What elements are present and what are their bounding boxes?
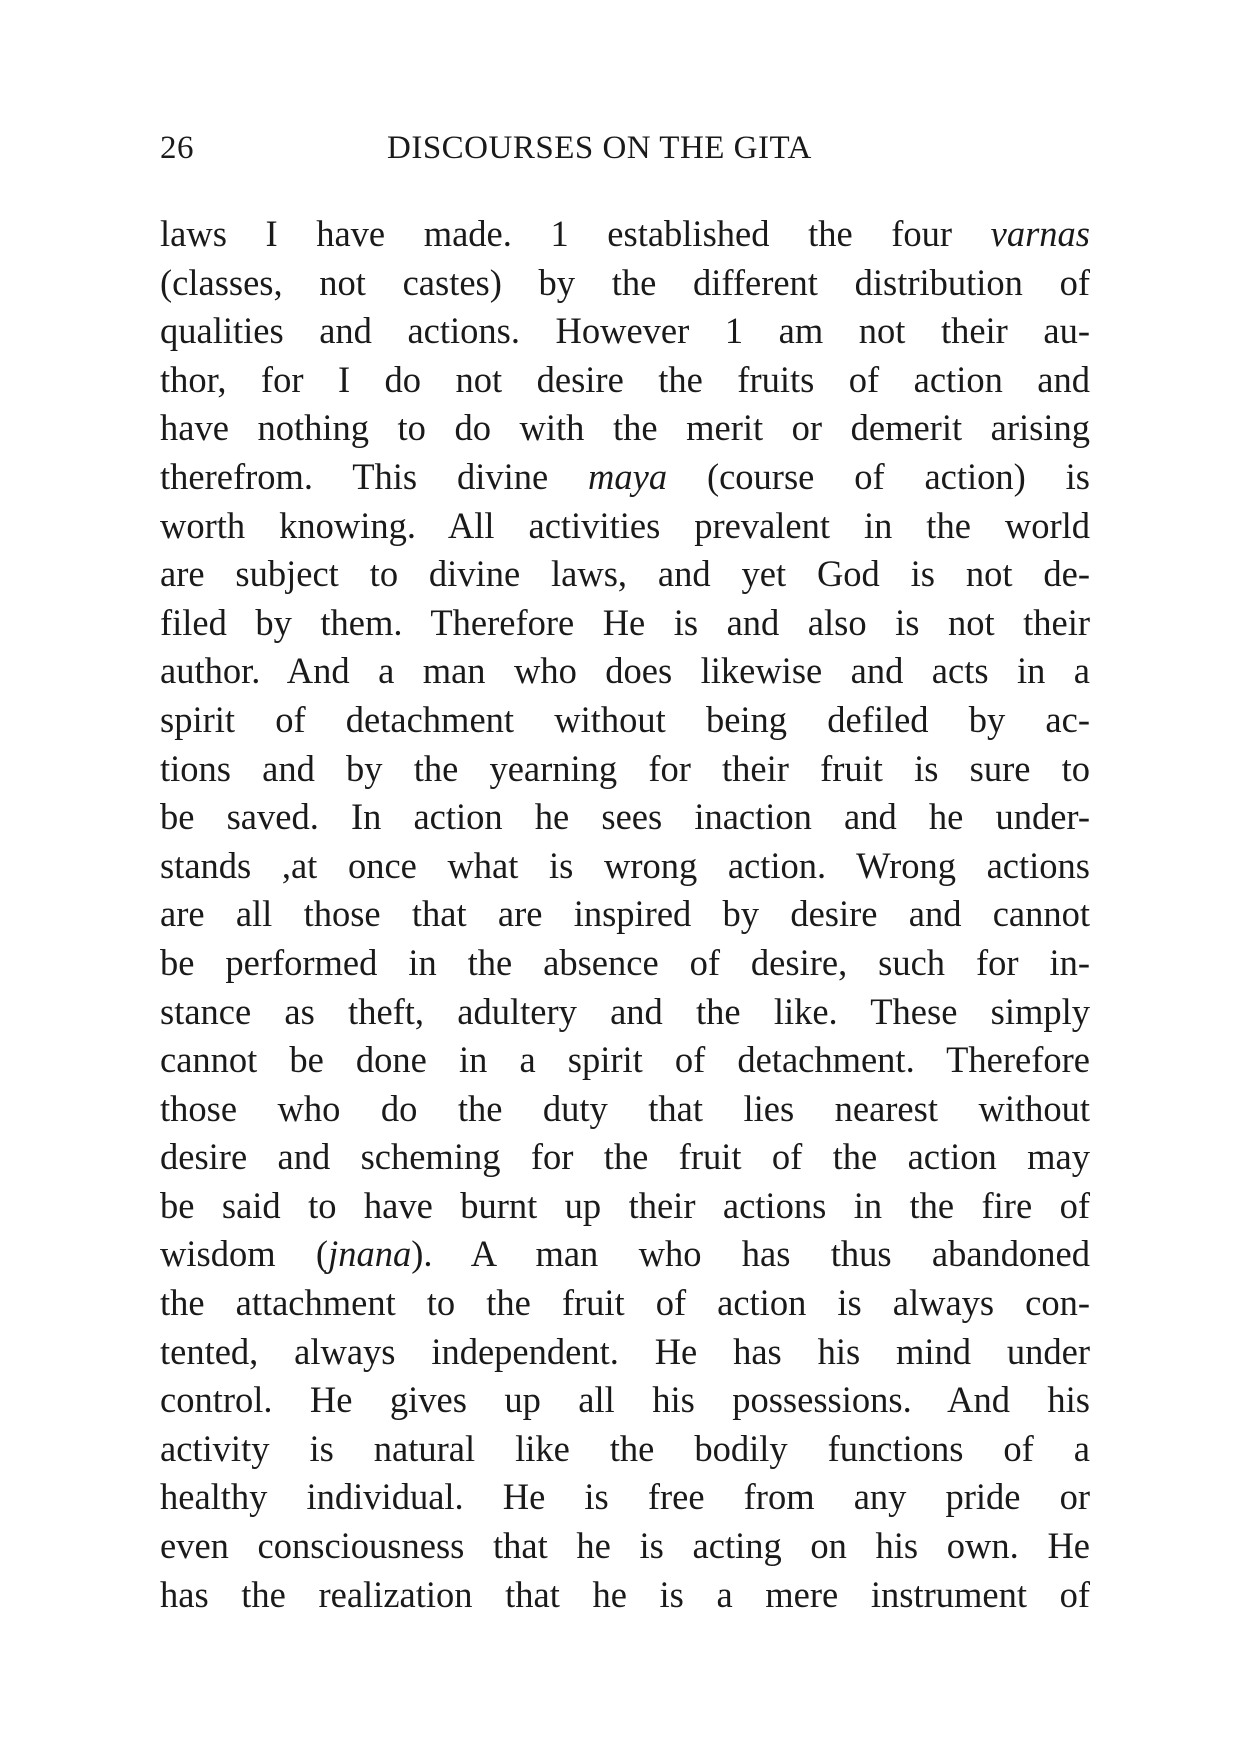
text-line-24: tented, always independent. He has his mind under [160, 1330, 1090, 1372]
text-line-26: activity is natural like the bodily functions of a [160, 1427, 1090, 1469]
body-text [160, 210, 1090, 1619]
text-line-2: (classes, not castes) by the different distribution of [160, 261, 1090, 303]
text-line-22: wisdom (jnana). A man who has thus abandoned [160, 1233, 1090, 1275]
text-line-12: tions and by the yearning for their fruit is sure to [160, 747, 1090, 789]
text-line-21: be said to have burnt up their actions in the fire of [160, 1184, 1090, 1226]
text-line-23: the attachment to the fruit of action is always con- [160, 1282, 1090, 1324]
text-line-11: spirit of detachment without being defiled by ac- [160, 698, 1090, 740]
text-line-20: desire and scheming for the fruit of the action may [160, 1136, 1090, 1178]
running-head [160, 130, 1090, 180]
text-line-10: author. And a man who does likewise and acts in a [160, 650, 1090, 692]
text-line-18: cannot be done in a spirit of detachment. Therefore [160, 1039, 1090, 1081]
text-line-17: stance as theft, adultery and the like. These simply [160, 990, 1090, 1032]
text-line-8: are subject to divine laws, and yet God is not de- [160, 553, 1090, 595]
page-number: 26 [160, 130, 194, 166]
text-line-13: be saved. In action he sees inaction and he under- [160, 796, 1090, 838]
text-line-15: are all those that are inspired by desire and cannot [160, 893, 1090, 935]
text-line-7: worth knowing. All activities prevalent in the world [160, 504, 1090, 546]
text-line-19: those who do the duty that lies nearest without [160, 1087, 1090, 1129]
text-line-4: thor, for I do not desire the fruits of action and [160, 358, 1090, 400]
text-line-5: have nothing to do with the merit or demerit arising [160, 407, 1090, 449]
text-line-1: laws I have made. 1 established the four varnas [160, 213, 1090, 254]
italic-term: maya [588, 455, 668, 497]
text-line-14: stands ,at once what is wrong action. Wrong actions [160, 844, 1090, 886]
text-line-25: control. He gives up all his possessions. And his [160, 1379, 1090, 1421]
text-line-29: has the realization that he is a mere instrument of [160, 1573, 1090, 1615]
text-line-9: filed by them. Therefore He is and also is not their [160, 601, 1090, 643]
running-title: DISCOURSES ON THE GITA [387, 130, 812, 166]
text-line-28: even consciousness that he is acting on his own. He [160, 1525, 1090, 1567]
italic-term: varnas [990, 213, 1090, 254]
italic-term: jnana [328, 1233, 412, 1275]
text-line-27: healthy individual. He is free from any pride or [160, 1476, 1090, 1518]
text-line-16: be performed in the absence of desire, such for in- [160, 941, 1090, 983]
text-line-6: therefrom. This divine maya (course of action) is [160, 455, 1090, 497]
text-line-3: qualities and actions. However 1 am not their au- [160, 310, 1090, 352]
